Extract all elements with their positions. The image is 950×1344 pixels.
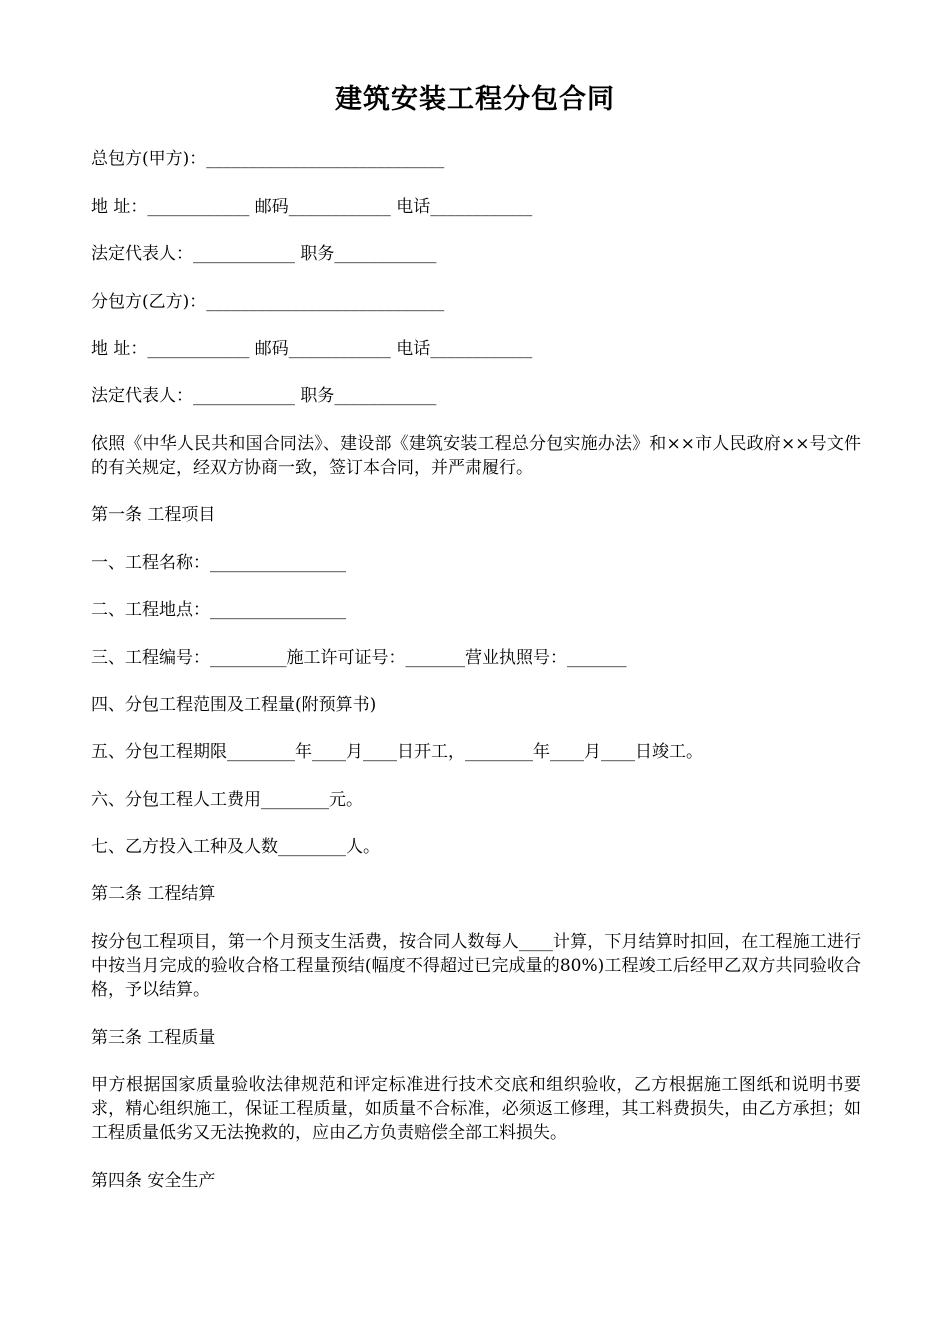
article-3-heading: 第三条 工程质量 [91,1028,216,1048]
party-b-representative-line: 法定代表人：____________ 职务____________ [91,386,437,406]
party-a-address-line: 地 址：____________ 邮码____________ 电话____________ [91,197,533,217]
article-2-heading: 第二条 工程结算 [91,884,216,904]
article-2-body: 按分包工程项目，第一个月预支生活费，按合同人数每人____计算，下月结算时扣回，在工程施工进行中按当月完成的验收合格工程量预结(幅度不得超过已完成量的80%)工程竣工后经甲乙双方共同验收合格，予以结算。 [91,932,861,1000]
article-1-item: 六、分包工程人工费用________元。 [91,790,363,810]
article-3-body: 甲方根据国家质量验收法律规范和评定标准进行技术交底和组织验收，乙方根据施工图纸和说明书要求，精心组织施工，保证工程质量，如质量不合标准，必须返工修理，其工料费损失，由乙方承担；如工程质量低劣又无法挽救的，应由乙方负责赔偿全部工料损失。 [91,1075,861,1143]
article-1-heading: 第一条 工程项目 [91,505,216,525]
party-b-address-line: 地 址：____________ 邮码____________ 电话____________ [91,339,533,359]
party-b-line: 分包方(乙方)：____________________________ [91,292,445,312]
party-a-line: 总包方(甲方)：____________________________ [91,149,445,169]
article-4-heading: 第四条 安全生产 [91,1171,216,1191]
document-title: 建筑安装工程分包合同 [335,84,615,115]
article-1-item: 三、工程编号：_________施工许可证号：_______营业执照号：_______ [91,648,627,668]
article-1-item: 七、乙方投入工种及人数________人。 [91,837,380,857]
article-1-item: 四、分包工程范围及工程量(附预算书) [91,695,377,715]
article-1-item: 二、工程地点：________________ [91,600,346,620]
party-a-representative-line: 法定代表人：____________ 职务____________ [91,244,437,264]
article-1-item: 五、分包工程期限________年____月____日开工，________年____月____日竣工。 [91,742,703,762]
preamble-paragraph: 依照《中华人民共和国合同法》、建设部《建筑安装工程总分包实施办法》和××市人民政府××号文件的有关规定，经双方协商一致，签订本合同，并严肃履行。 [91,434,861,478]
article-1-item: 一、工程名称：________________ [91,553,346,573]
